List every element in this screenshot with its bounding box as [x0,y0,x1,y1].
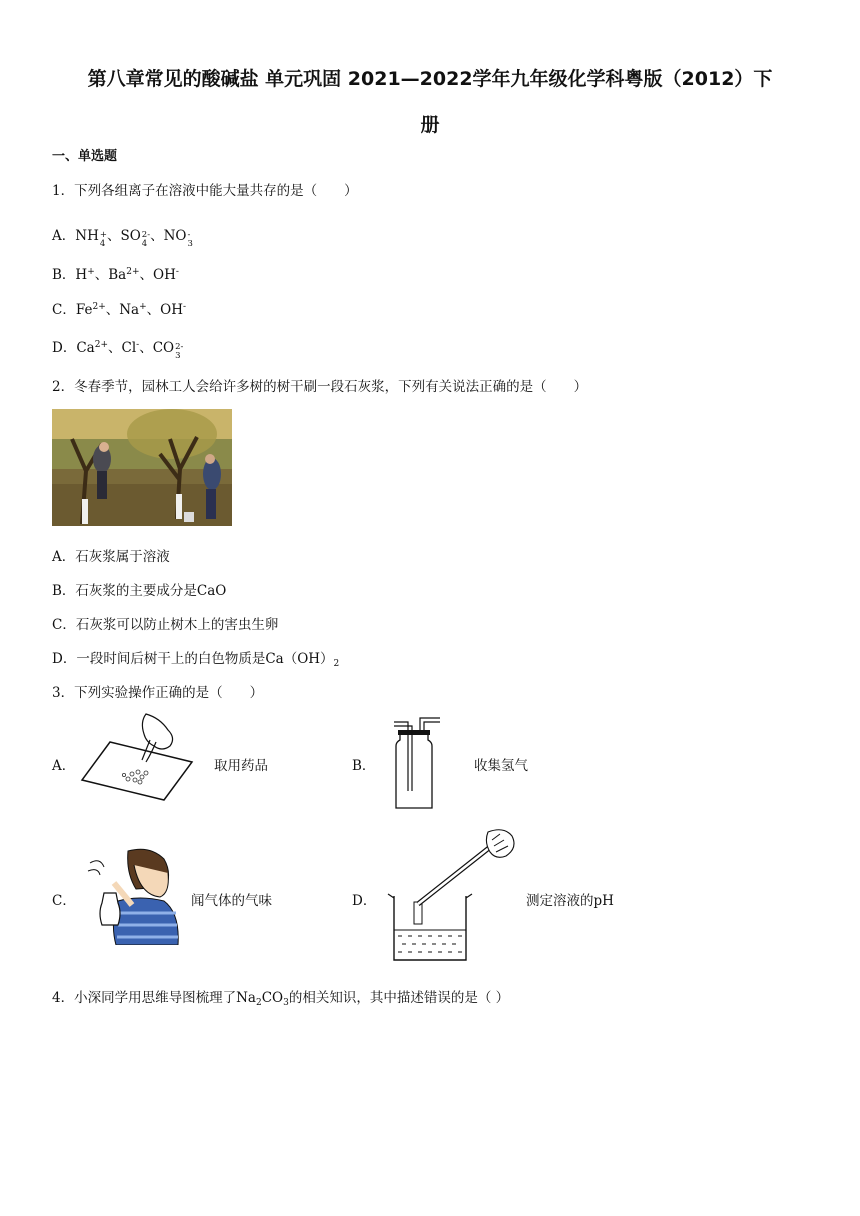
question-1-option-c: C．$Fe^{2+}$、Na+、OH- [52,302,187,318]
document-title [40,56,820,148]
measure-ph-figure [384,826,520,962]
question-2-option-b: B．石灰浆的主要成分是CaO [52,583,227,599]
section-heading: 一、单选题 [52,149,118,164]
question-2-option-a: A．石灰浆属于溶液 [52,549,170,565]
smell-gas-figure [80,843,185,945]
question-3-option-a-label: A． [52,758,76,774]
question-3-option-d-desc: 测定溶液的pH [526,893,614,909]
question-3-option-b-label: B． [352,758,376,774]
title-line-2: 册 [420,114,440,136]
question-2-stem: 2．冬春季节，园林工人会给许多树的树干刷一段石灰浆，下列有关说法正确的是（ ） [52,379,588,395]
collect-hydrogen-figure [384,716,444,811]
question-3-option-a-desc: 取用药品 [214,758,268,774]
question-2-option-c: C．石灰浆可以防止树木上的害虫生卵 [52,617,279,633]
question-3-option-c-label: C． [52,893,76,909]
title-line-1: 第八章常见的酸碱盐 单元巩固 2021—2022学年九年级化学科粤版（2012）下 [87,68,773,90]
tree-painting-photo [52,409,232,526]
question-3-option-b-desc: 收集氢气 [474,758,528,774]
question-1-option-b: B．H+、$Ba^{2+}$、OH- [52,267,179,283]
take-reagent-figure [80,712,198,804]
question-4-stem: 4．小深同学用思维导图梳理了$Na_2CO_3$的相关知识，其中描述错误的是（ ） [52,990,510,1008]
question-3-option-c-desc: 闻气体的气味 [191,893,272,909]
question-1-option-d: D．$Ca^{2+}$、Cl-、CO 2- 3 [52,340,184,361]
question-3-option-d-label: D． [352,893,377,909]
question-1-option-a: A．NH + 4 、SO 2- 4 、NO - 3 [52,228,193,249]
question-3-stem: 3．下列实验操作正确的是（ ） [52,685,264,701]
question-1-stem: 1．下列各组离子在溶液中能大量共存的是（ ） [52,183,358,199]
question-2-option-d: D．一段时间后树干上的白色物质是$Ca(OH)_2$ [52,651,340,669]
